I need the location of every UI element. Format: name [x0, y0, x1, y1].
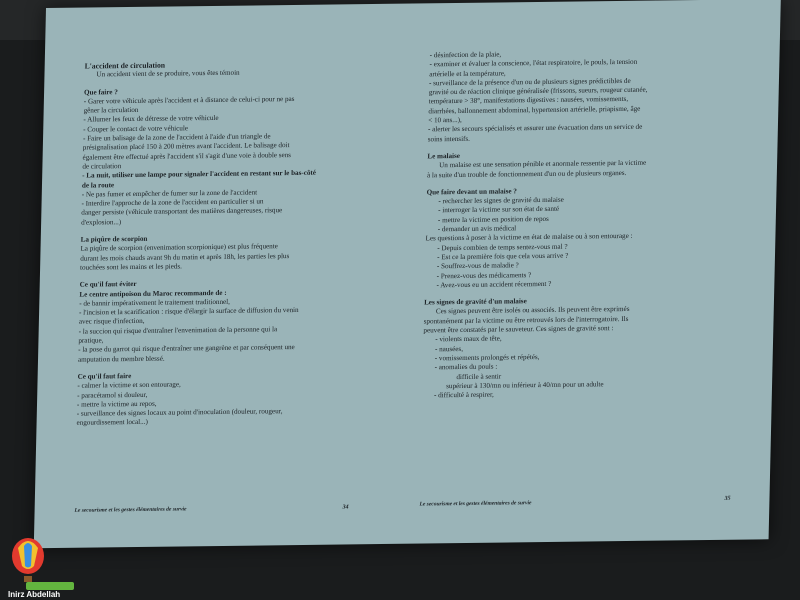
text-line: - paracétamol si douleur,	[77, 390, 148, 400]
right-page-number: 35	[724, 495, 731, 502]
text-line: Les questions à poser à la victime en état de malaise ou à son entourage :	[425, 232, 633, 243]
text-line: - désinfection de la plaie,	[429, 50, 502, 60]
section-heading: Que faire devant un malaise ?	[426, 187, 518, 197]
text-line: soins intensifs.	[427, 134, 471, 144]
list-item: - nausées,	[434, 344, 464, 353]
text-line: - Garer votre véhicule après l'accident et à distance de celui-ci pour ne pas	[83, 94, 295, 106]
list-item: - interroger la victime sur son état de santé	[438, 205, 560, 215]
text-line: - La nuit, utiliser une lampe pour signaler l'accident en restant sur le bas-côté	[82, 169, 317, 180]
text-line: température > 38°, manifestations digestives : nausées, vomissements,	[428, 95, 629, 106]
text-line: - examiner et évaluer la conscience, l'état respiratoire, le pouls, la tension	[429, 58, 638, 69]
list-item: - Depuis combien de temps sentez-vous mal ?	[437, 242, 568, 252]
right-page-footer: Le secourisme et les gestes élémentaires de survie	[419, 500, 532, 508]
projection-screen	[34, 0, 781, 548]
text-line: engourdissement local...)	[76, 418, 148, 428]
text-line: < 10 ans...),	[428, 116, 462, 125]
text-line: - mettre la victime au repos,	[76, 399, 157, 409]
text-line: d'explosion...)	[81, 217, 122, 227]
text-line: pratique,	[78, 336, 104, 345]
scorpion-section	[80, 232, 346, 272]
text-line: gêner la circulation	[83, 106, 139, 115]
left-page-footer: Le secourisme et les gestes élémentaires de survie	[74, 506, 187, 514]
section-heading: Que faire ?	[83, 87, 118, 97]
text-line: - Ne pas fumer et empêcher de fumer sur la zone de l'accident	[81, 188, 258, 199]
text-line: - Interdire l'approche de la zone de l'accident en particulier si un	[81, 197, 264, 208]
scorpion-heading: La piqûre de scorpion	[80, 234, 148, 244]
text-line: spontanément par la victime ou être retrouvés lors de l'interrogatoire. Ils	[423, 314, 629, 326]
text-line: peuvent être constatés par le sauveteur. Ces signes de gravité sont :	[423, 324, 614, 335]
text-line: de circulation	[82, 162, 122, 171]
text-line: - Faire un balisage de la zone de l'accident à l'aide d'un triangle de	[82, 132, 271, 143]
watermark-text: Inirz Abdellah	[8, 590, 61, 599]
list-item: - anomalies du pouls :	[434, 362, 498, 372]
left-page-title: L'accident de circulation	[84, 60, 166, 71]
list-item: - violents maux de tête,	[435, 334, 502, 344]
list-item: - Avez-vous eu un accident récemment ?	[436, 279, 552, 290]
list-item: - vomissements prolongés et répétés,	[434, 352, 540, 363]
text-line: - surveillance de la présence d'un ou de plusieurs signes prédictibles de	[428, 76, 631, 88]
list-item: - demander un avis médical	[437, 224, 517, 234]
list-item: - Est ce la première fois que cela vous arrive ?	[437, 251, 569, 262]
text-line: danger persiste (véhicule transportant des matières dangereuses, risque	[81, 206, 283, 218]
text-line: - Allumer les feux de détresse de votre véhicule	[83, 114, 219, 125]
text-line: - la pose du garrot qui risque d'entraîner une gangrène et par conséquent une	[78, 343, 295, 355]
text-line: à la suite d'un trouble de fonctionnement d'un ou de plusieurs organes.	[426, 168, 627, 179]
text-line: touchées sont les mains et les pieds.	[80, 262, 183, 272]
text-line: La piqûre de scorpion (envenimation scorpionique) est plus fréquente	[80, 242, 278, 253]
text-line: avec risque d'infection,	[78, 317, 145, 327]
text-line: - alerter les secours spécialisés et assurer une évacuation dans un service de	[427, 123, 643, 134]
text-line: - calmer la victime et son entourage,	[77, 380, 181, 390]
text-line: - de bannir impérativement le traitement traditionnel,	[79, 297, 231, 308]
text-line: - l'incision et la scarification : risque d'élargir la surface de diffusion du venin	[78, 306, 299, 317]
text-line: amputation du membre blessé.	[77, 354, 165, 364]
section-heading: Le malaise	[427, 151, 461, 161]
sub-item: supérieur à 130/mn ou inférieur à 40/mn pour un adulte	[446, 380, 604, 391]
text-line: Un malaise est une sensation pénible et anormale ressentie par la victime	[439, 158, 647, 170]
left-page-number: 34	[342, 504, 349, 511]
text-line: durant les mois chauds avant 9h du matin et après 18h, les parties les plus	[80, 251, 290, 263]
text-line: diarrhées, ballonnement abdominal, hypertension artérielle, priapisme, âge	[428, 104, 641, 116]
text-line: présignalisation placé 150 à 200 mètres avant l'accident. Le balisage doit	[82, 141, 290, 152]
text-line: de la route	[81, 180, 115, 190]
list-item: - mettre la victime en position de repos	[437, 214, 549, 225]
list-item: - Souffrez-vous de maladie ?	[436, 261, 519, 271]
section-heading: Ce qu'il faut éviter	[79, 280, 137, 289]
left-page	[76, 58, 349, 428]
list-item: - difficulté à respirer,	[433, 390, 494, 400]
section-heading: Les signes de gravité d'un malaise	[424, 297, 527, 307]
list-item: - Prenez-vous des médicaments ?	[436, 270, 532, 280]
list-item: - rechercher les signes de gravité du malaise	[438, 195, 564, 206]
text-line: gravité ou de réaction clinique généralisée (frissons, sueurs, rougeur cutanée,	[428, 85, 648, 97]
section-heading: Ce qu'il faut faire	[77, 371, 132, 381]
text-line: - Couper le contact de votre véhicule	[83, 124, 189, 134]
text-line: Le centre antipoison du Maroc recommande de :	[79, 288, 227, 299]
left-page-subtitle: Un accident vient de se produire, vous êtes témoin	[96, 68, 240, 79]
text-line: Ces signes peuvent être isolés ou associés. Ils peuvent être exprimés	[435, 305, 630, 316]
text-line: artérielle et la température,	[429, 68, 506, 78]
right-page	[422, 48, 735, 401]
text-line: également être effectué après l'accident s'il s'agit d'une voie à double sens	[82, 150, 292, 162]
text-line: - surveillance des signes locaux au point d'inoculation (douleur, rougeur,	[76, 407, 283, 418]
text-line: - la succion qui risque d'entraîner l'envenimation de la personne qui la	[78, 324, 278, 336]
sub-item: difficile à sentir	[456, 372, 502, 381]
section-body	[81, 94, 349, 227]
